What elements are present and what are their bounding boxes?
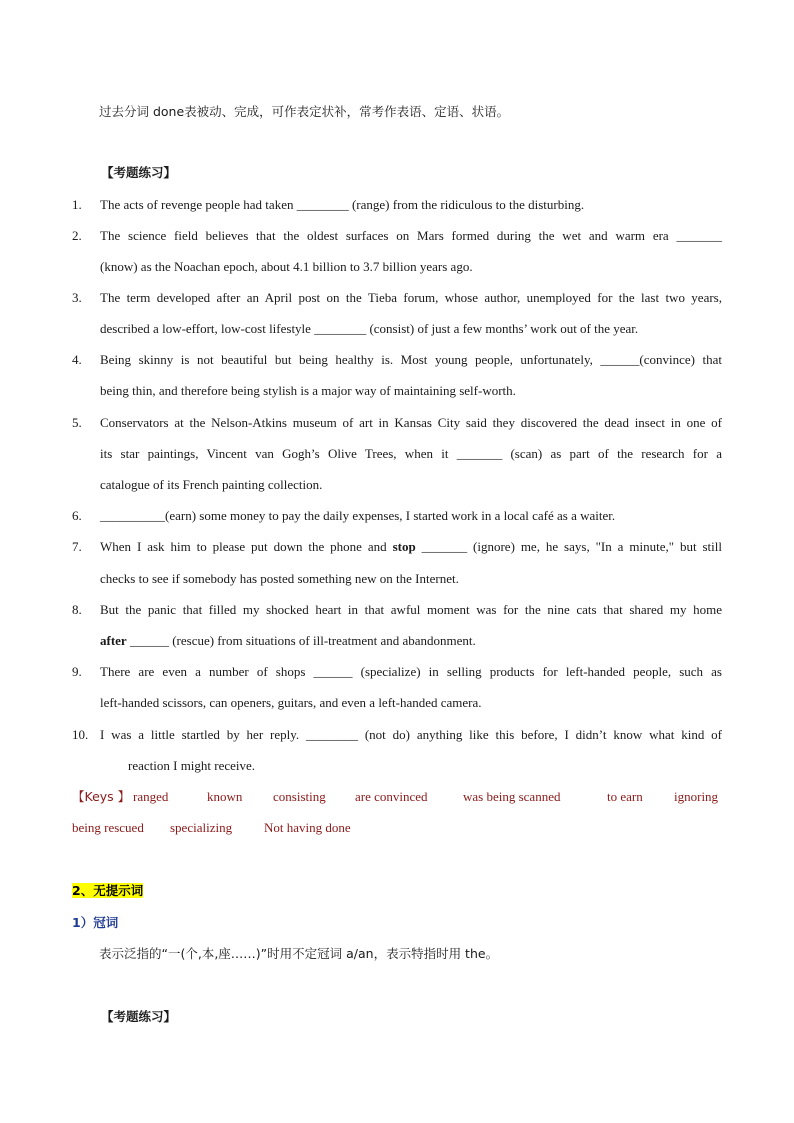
item-number: 4. [72,352,82,367]
item-text: Being skinny is not beautiful but being healthy is. Most young people, unfortunately, ______(convince) that [100,352,722,367]
item-text: its star paintings, Vincent van Gogh’s Olive Trees, when it _______ (scan) as part of the research for a [100,446,722,461]
section-title [72,882,143,900]
key-answer: consisting [273,789,326,804]
key-answer: ignoring [674,789,719,804]
rule-text: 表示泛指的“一(个,本,座……)”时用不定冠词 a/an，表示特指时用 the。 [99,946,499,961]
item-text-part: ______ (rescue) from situations of ill-treatment and abandonment. [126,633,476,648]
item-number: 10. [72,727,89,742]
key-answer: to earn [607,789,643,804]
item-text: __________(earn) some money to pay the daily expenses, I started work in a local café as a waiter. [100,508,616,523]
item-text-part: _______ (ignore) me, he says, "In a minute," but still [415,539,722,554]
key-answer: known [207,789,243,804]
subsection-title: 1）冠词 [72,915,119,930]
item-text: described a low-effort, low-cost lifestyle ________ (consist) of just a few months’ work out of the year. [100,321,639,336]
item-text: checks to see if somebody has posted something new on the Internet. [100,571,459,586]
item-number: 2. [72,228,82,243]
item-text: (know) as the Noachan epoch, about 4.1 billion to 3.7 billion years ago. [100,259,473,274]
keys-label: 【Keys 】 [72,789,131,804]
key-answer: was being scanned [463,789,561,804]
item-text: The science field believes that the oldest surfaces on Mars formed during the wet and warm era _______ [100,228,722,243]
key-answer: are convinced [355,789,428,804]
item-text [100,538,722,556]
item-text: But the panic that filled my shocked heart in that awful moment was for the nine cats that shared my home [100,602,722,617]
section-title-text: 2、无提示词 [72,883,144,898]
item-text: The term developed after an April post on the Tieba forum, whose author, unemployed for the last two years, [100,290,722,305]
item-text: The acts of revenge people had taken ________ (range) from the ridiculous to the disturbing. [100,197,585,212]
item-text: being thin, and therefore being stylish is a major way of maintaining self-worth. [100,383,516,398]
item-text: I was a little startled by her reply. ________ (not do) anything like this before, I didn’t know what kind of [100,727,722,742]
key-answer: ranged [133,789,169,804]
key-answer: being rescued [72,820,144,835]
intro-note: 过去分词 done表被动、完成，可作表定状补，常考作表语、定语、状语。 [99,104,510,119]
item-text: There are even a number of shops ______ (specialize) in selling products for left-handed people, such as [100,664,722,679]
item-text: reaction I might receive. [128,758,256,773]
item-number: 9. [72,664,82,679]
practice-heading: 【考题练习】 [101,165,177,180]
item-text [100,632,476,650]
item-number: 3. [72,290,82,305]
item-number: 7. [72,539,82,554]
item-text: Conservators at the Nelson-Atkins museum of art in Kansas City said they discovered the dead insect in one of [100,415,722,430]
practice-heading: 【考题练习】 [101,1009,177,1024]
item-text: catalogue of its French painting collection. [100,477,323,492]
item-number: 1. [72,197,82,212]
item-text: left-handed scissors, can openers, guitars, and even a left-handed camera. [100,695,482,710]
item-number: 6. [72,508,82,523]
key-answer: Not having done [264,820,351,835]
bold-keyword: after [100,633,127,648]
bold-keyword: stop [392,539,416,554]
key-answer: specializing [170,820,233,835]
item-number: 8. [72,602,82,617]
item-number: 5. [72,415,82,430]
item-text-part: When I ask him to please put down the phone and [100,539,393,554]
